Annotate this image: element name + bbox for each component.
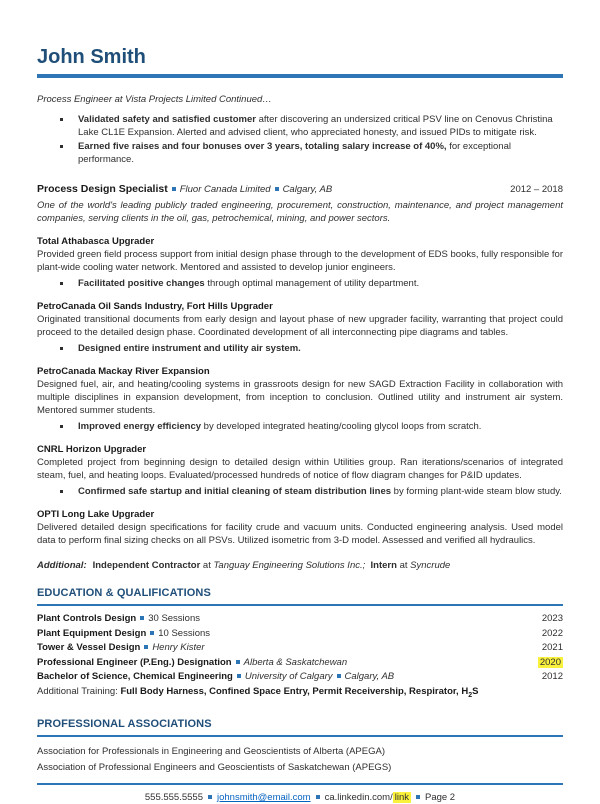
- list-item: [37, 485, 563, 498]
- education-detail: 10 Sessions: [158, 627, 211, 639]
- bullet-text: [78, 140, 563, 166]
- page-title: John Smith: [37, 46, 146, 68]
- project-name: CNRL Horizon Upgrader: [37, 444, 147, 455]
- education-entry: [37, 627, 542, 642]
- project-description: Designed fuel, air, and heating/cooling systems in grassroots design for new SAGD Extraction Facility in collaboration with multiple disciplines in expansion development, from inception to conclusion. Outlined utility and instrument air system. Mentored summer students.: [37, 379, 563, 416]
- project-description: Delivered detailed design specifications for facility crude and vacuum units. Conducted engineering analysis. Used model data to perform final sizing checks on all PSVs. Utilized isometric from 3-D model. Assessed and verified all hydraulics.: [37, 522, 563, 546]
- education-year: 2012: [541, 671, 563, 682]
- bullet-text: [78, 113, 563, 139]
- bullet-text: [78, 342, 563, 355]
- education-rows: [37, 612, 563, 703]
- bullet-bold-text: Facilitated positive changes: [78, 278, 205, 289]
- bullet-text: [78, 277, 563, 290]
- additional-org: Tanguay Engineering Solutions Inc.;: [213, 560, 366, 571]
- separator-square-icon: [416, 795, 420, 799]
- separator-square-icon: [150, 631, 154, 635]
- bullet-bold-text: Earned five raises and four bonuses over 3 years, totaling salary increase of 40%,: [78, 141, 447, 152]
- list-item: [37, 420, 563, 433]
- separator-square-icon: [208, 795, 212, 799]
- footer-phone: 555.555.5555: [144, 791, 203, 803]
- bullet-bold-text: Validated safety and satisfied customer: [78, 114, 256, 125]
- bullet-rest-text: after discovering an undersized critical PSV line on Cenovus Christina Lake CL1E Expansion. Alerted and advised client, who appreciated honesty, and issued PIDs to mitigate risk.: [78, 114, 553, 138]
- education-year: 2022: [541, 627, 563, 639]
- project-block: [37, 300, 563, 355]
- separator-square-icon: [316, 795, 320, 799]
- education-title: Bachelor of Science, Chemical Engineering: [37, 671, 233, 682]
- company-blurb: One of the world's leading publicly traded engineering, procurement, construction, maintenance, and project management companies, serving clients in the oil, gas, petrochemical, mining, and power sectors.: [37, 200, 563, 224]
- bullet-text: [78, 420, 563, 433]
- education-year: 2023: [541, 613, 563, 624]
- job-location: Calgary, AB: [282, 184, 333, 195]
- education-year-highlighted: [538, 656, 563, 671]
- project-block: [37, 235, 563, 290]
- job-dates: 2012 – 2018: [510, 184, 563, 195]
- additional-label: Additional:: [37, 560, 87, 571]
- linkedin-highlight: link: [394, 791, 409, 803]
- additional-roles: [37, 559, 563, 572]
- education-detail: Alberta & Saskatchewan: [243, 656, 348, 668]
- table-row: [37, 670, 563, 685]
- email-link[interactable]: johnsmith@email.com: [217, 791, 311, 803]
- name-header: [37, 45, 563, 78]
- separator-square-icon: [275, 187, 279, 191]
- table-row: [37, 656, 563, 671]
- additional-role: Independent Contractor: [92, 560, 201, 571]
- bullet-bold-text: Confirmed safe startup and initial cleaning of steam distribution lines: [78, 486, 392, 497]
- additional-training: [37, 685, 563, 703]
- subscript: 2: [468, 691, 473, 699]
- project-block: [37, 443, 563, 498]
- separator-square-icon: [172, 187, 176, 191]
- list-item: Association of Professional Engineers and Geoscientists of Saskatchewan (APEGS): [37, 761, 392, 773]
- project-name: PetroCanada Oil Sands Industry, Fort Hills Upgrader: [37, 301, 273, 312]
- footer-divider: [37, 783, 563, 785]
- bullet-rest-text: by forming plant-wide steam blow study.: [393, 486, 562, 497]
- education-detail: University of Calgary: [244, 671, 333, 682]
- page-footer: [37, 791, 563, 804]
- bullet-icon: [60, 118, 63, 121]
- education-entry: [37, 656, 538, 671]
- bullet-icon: [60, 425, 63, 428]
- job-company: Fluor Canada Limited: [179, 184, 271, 195]
- project-description: Provided green field process support from initial design phase through to the development of EDS books, fully responsible for plant-wide cooling water network. Mentored and assisted to develop junior engineers.: [37, 249, 563, 273]
- project-name: OPTI Long Lake Upgrader: [37, 509, 155, 520]
- footer-linkedin: ca.linkedin.com/ link: [324, 791, 409, 803]
- highlighted-year: 2020: [539, 656, 561, 668]
- project-block: [37, 508, 563, 547]
- bullet-bold-text: Improved energy efficiency: [78, 421, 202, 432]
- separator-square-icon: [337, 674, 341, 678]
- separator-square-icon: [237, 674, 241, 678]
- additional-role: Intern: [370, 560, 397, 571]
- list-item: [37, 113, 563, 139]
- education-entry: [37, 641, 542, 656]
- table-row: [37, 641, 563, 656]
- training-value: Full Body Harness, Confined Space Entry, Permit Receivership, Respirator, $H_2S$: [120, 685, 479, 699]
- education-detail: Henry Kister: [152, 642, 205, 653]
- list-item: [37, 277, 563, 290]
- education-detail: 30 Sessions: [148, 613, 200, 624]
- bullet-rest-text: by developed integrated heating/cooling glycol loops from scratch.: [203, 421, 482, 432]
- bullet-bold-text: Designed entire instrument and utility air system.: [78, 343, 301, 354]
- table-row: [37, 612, 563, 627]
- section-heading-education: EDUCATION & QUALIFICATIONS: [37, 587, 563, 606]
- separator-square-icon: [236, 660, 240, 664]
- section-heading-associations: PROFESSIONAL ASSOCIATIONS: [37, 718, 563, 737]
- bullet-text: [78, 485, 563, 498]
- job-header: [37, 183, 563, 196]
- footer-page-number: Page 2: [424, 791, 456, 803]
- education-title: Professional Engineer (P.Eng.) Designation: [37, 656, 232, 668]
- education-entry: [37, 670, 542, 685]
- project-name: Total Athabasca Upgrader: [37, 236, 155, 247]
- list-item: [37, 342, 563, 355]
- education-year: 2021: [541, 642, 563, 653]
- project-name: PetroCanada Mackay River Expansion: [37, 366, 210, 377]
- list-item: Association for Professionals in Engineering and Geoscientists of Alberta (APEGA): [37, 745, 385, 757]
- bullet-icon: [60, 347, 63, 350]
- separator-square-icon: [140, 616, 144, 620]
- education-title: Tower & Vessel Design: [37, 642, 141, 653]
- bullet-rest-text: for exceptional performance.: [78, 141, 511, 165]
- bullet-icon: [60, 282, 63, 285]
- additional-at: at: [399, 560, 408, 571]
- continued-bullet-list: [37, 113, 563, 166]
- bullet-rest-text: through optimal management of utility department.: [207, 278, 420, 289]
- additional-org: Syncrude: [410, 560, 451, 571]
- project-description: Completed project from beginning design to detailed design within Utilities group. Ran iterations/scenarios of integrated steam, fuel, and heating loops. Evaluated/processed hundreds of notice of flow diagram changes for P&ID updates.: [37, 457, 563, 481]
- bullet-icon: [60, 145, 63, 148]
- association-list: [37, 744, 563, 775]
- job-title-line: [37, 183, 510, 196]
- additional-at: at: [202, 560, 211, 571]
- table-row: [37, 627, 563, 642]
- education-detail: Calgary, AB: [344, 671, 395, 682]
- continued-lead-in: Process Engineer at Vista Projects Limited Continued…: [37, 94, 272, 105]
- education-title: Plant Equipment Design: [37, 627, 147, 639]
- job-title: Process Design Specialist: [37, 183, 168, 195]
- education-entry: [37, 612, 542, 627]
- project-description: Originated transitional documents from early design and layout phase of new upgrader facility, warranting that project could proceed to the detailed design phase. Coordinated development of all interconnecting pipe diagrams and tables.: [37, 314, 563, 338]
- bullet-icon: [60, 490, 63, 493]
- education-title: Plant Controls Design: [37, 613, 137, 624]
- separator-square-icon: [144, 645, 148, 649]
- project-block: [37, 365, 563, 433]
- training-label: Additional Training:: [37, 685, 118, 697]
- list-item: [37, 140, 563, 166]
